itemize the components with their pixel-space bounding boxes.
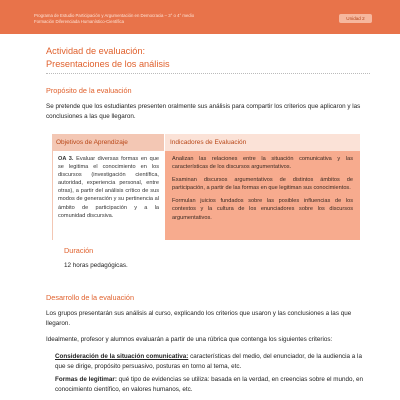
page-header [0,0,400,34]
duration-heading: Duración [64,246,94,255]
program-title [34,13,194,25]
program-title-line1: Programa de Estudio Participación y Argumentación en Democracia – 3° o 4° medio [34,13,195,18]
duration-value: 12 horas pedagógicas. [64,262,128,269]
purpose-heading: Propósito de la evaluación [46,86,132,95]
objective-cell [52,151,164,240]
criterion-item [55,352,370,372]
program-title-line2: Formación Diferenciada Humanístico-Científica [34,19,125,24]
development-heading: Desarrollo de la evaluación [46,293,135,302]
unit-badge: Unidad 2 [339,14,372,23]
criterion-text: qué tipo de evidencias se utiliza: basada en la verdad, en creencias sobre el mundo, en conocimiento científico, en valores humanos, etc. [55,376,364,393]
criterion-term: Consideración de la situación comunicativa: [55,353,189,360]
page-title-line2: Presentaciones de los análisis [46,58,170,69]
indicator-item: Formulan juicios fundados sobre las posibles influencias de los contextos y la cultura de los enunciadores sobre los discursos argumentativos. [172,198,353,221]
purpose-text: Se pretende que los estudiantes presenten oralmente sus análisis para compartir los criterios que aplicaron y las conclusiones a las que llegaron. [46,103,361,120]
indicator-item: Examinan discursos argumentativos de distintos ámbitos de participación, a partir de las formas en que legitiman sus conocimientos. [172,177,353,192]
criterion-text: características del medio, del enunciador, de la audiencia a la que se dirige, propósito persuasivo, posturas en torno al tema, etc. [55,353,362,370]
page-title [46,45,170,70]
criterion-term: Formas de legitimar: [55,376,117,383]
development-para1: Los grupos presentarán sus análisis al curso, explicando los criterios que usaron y las conclusiones a las que llegaron. [46,310,352,327]
indicators-cell [165,151,360,240]
oa-number: OA 3. [58,156,74,162]
page-title-line1: Actividad de evaluación: [46,46,146,56]
title-divider [46,73,370,74]
indicator-item: Analizan las relaciones entre la situación comunicativa y las características de los discursos argumentativos. [172,156,353,171]
objectives-header: Objetivos de Aprendizaje [52,134,164,151]
development-para2: Idealmente, profesor y alumnos evaluarán a partir de una rúbrica que contenga los siguientes criterios: [46,336,333,343]
indicators-header: Indicadores de Evaluación [165,134,360,151]
criterion-item [55,375,370,395]
oa-text: Evaluar diversas formas en que se legitima el conocimiento en los discursos (investigación científica, autoridad, experiencia personal, entre otras), a partir del análisis crítico de sus modos de generación y su pertinencia al ámbito de participación y a la comunidad discursiva. [58,156,159,219]
